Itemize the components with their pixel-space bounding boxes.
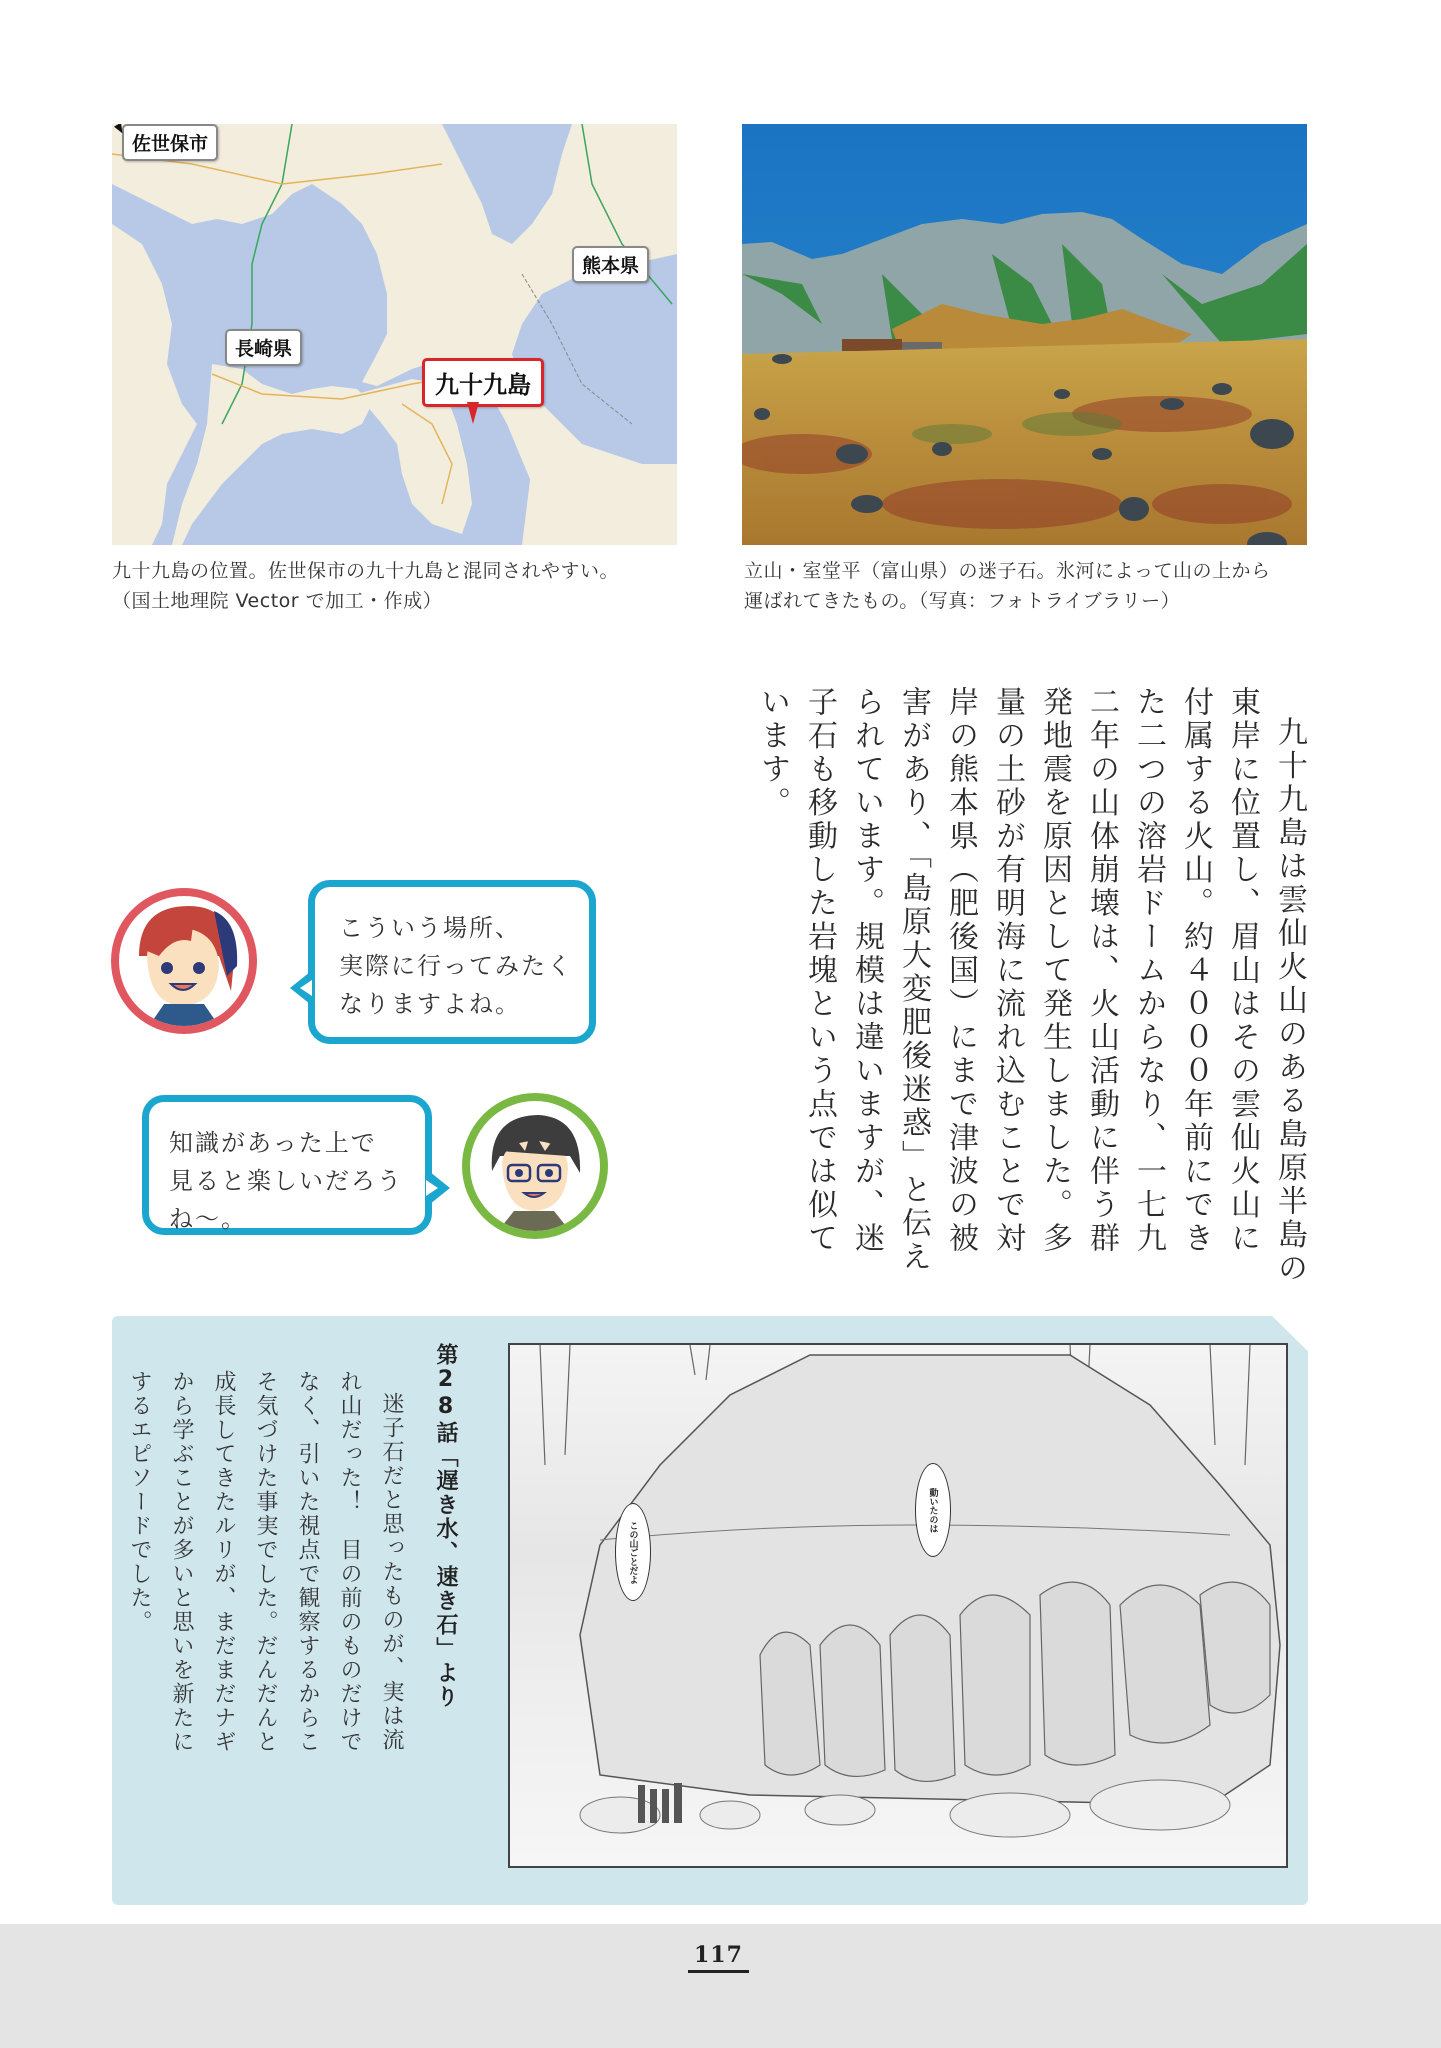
label-nagasaki: 長崎県: [225, 329, 302, 366]
panel-speech-bubble: 動いたのは: [915, 1463, 951, 1557]
bubble-line: こういう場所、: [339, 914, 521, 942]
bubble-line: ね〜。: [169, 1205, 247, 1233]
boy-character-icon: [470, 1101, 600, 1231]
photo-caption-line2: 運ばれてきたもの。（写真：フォトライブラリー）: [744, 590, 1181, 612]
speech-bubble-boy: [142, 1095, 432, 1235]
bubble-line: なりますよね。: [339, 990, 521, 1018]
location-pin-icon: [467, 402, 479, 424]
label-sasebo: 佐世保市: [122, 124, 218, 161]
panel-speech-bubble: この山ごとだよ: [615, 1503, 651, 1601]
bubble-tail-inner: [426, 1180, 438, 1196]
manga-description: [118, 1370, 412, 1770]
map-illustration: [112, 124, 677, 545]
manga-panel: [508, 1343, 1288, 1868]
manga-description-text: 迷子石だと思ったものが、実は流れ山だった！ 目の前のものだけでなく、引いた視点で観察するからこそ気づけた事実でした。だんだんと成長してきたルリが、まだまだナギから学ぶことが多いと思いを新たにするエピソードでした。: [127, 1370, 404, 1754]
photo-caption-line1: 立山・室堂平（富山県）の迷子石。氷河によって山の上から: [744, 560, 1271, 582]
body-text: [749, 686, 1313, 1286]
bubble-tail-inner: [300, 980, 312, 996]
manga-rock-illustration: [510, 1345, 1286, 1866]
map-figure: [112, 124, 677, 545]
map-caption: [112, 556, 712, 616]
map-caption-line2: （国土地理院 Vector で加工・作成）: [112, 590, 443, 612]
label-kumamoto: 熊本県: [572, 246, 649, 283]
photo-caption: [744, 556, 1334, 616]
page-number: 117: [688, 1942, 749, 1973]
mountain-photo: [742, 124, 1307, 545]
bubble-line: 実際に行ってみたく: [339, 952, 573, 980]
photo-figure: [742, 124, 1307, 545]
speech-bubble-girl: [308, 880, 596, 1044]
avatar-boy: [462, 1093, 608, 1239]
map-caption-line1: 九十九島の位置。佐世保市の九十九島と混同されやすい。: [112, 560, 620, 582]
bubble-line: 知識があった上で: [169, 1129, 377, 1157]
girl-character-icon: [119, 896, 249, 1026]
manga-episode-title: 第28話「遅き水、速き石」より: [433, 1343, 458, 1709]
avatar-girl: [111, 888, 257, 1034]
bubble-line: 見ると楽しいだろう: [169, 1167, 403, 1195]
label-tsukumojima: 九十九島: [422, 358, 544, 407]
body-paragraph: 九十九島は雲仙火山のある島原半島の東岸に位置し、眉山はその雲仙火山に付属する火山。約４０００年前にできた二つの溶岩ドームからなり、一七九二年の山体崩壊は、火山活動に伴う群発地震を原因として発生しました。多量の土砂が有明海に流れ込むことで対岸の熊本県（肥後国）にまで津波の被害があり、「島原大変肥後迷惑」と伝えられています。規模は違いますが、迷子石も移動した岩塊という点では似ています。: [755, 686, 1307, 1286]
